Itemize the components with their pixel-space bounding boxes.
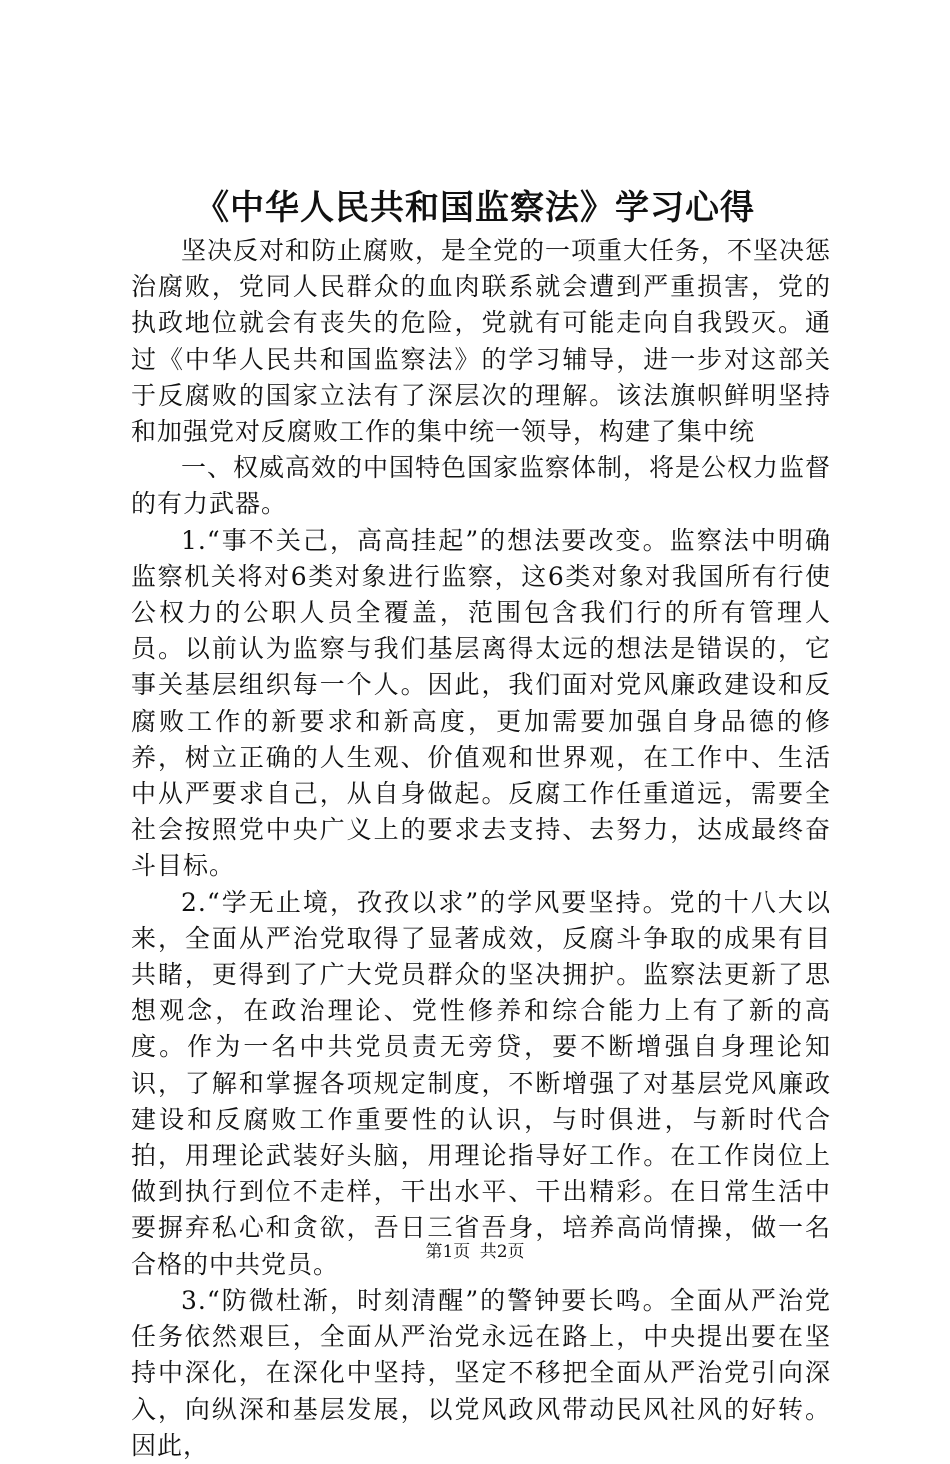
paragraph: 坚决反对和防止腐败，是全党的一项重大任务，不坚决惩治腐败，党同人民群众的血肉联系就会遭到严重损害，党的执政地位就会有丧失的危险，党就有可能走向自我毁灭。通过《中华人民共和国监察法》的学习辅导，进一步对这部关于反腐败的国家立法有了深层次的理解。该法旗帜鲜明坚持和加强党对反腐败工作的集中统一领导，构建了集中统 [131,236,832,447]
paragraph: 2.“学无止境，孜孜以求”的学风要坚持。党的十八大以来，全面从严治党取得了显著成效，反腐斗争取的成果有目共睹，更得到了广大党员群众的坚决拥护。监察法更新了思想观念，在政治理论、党性修养和综合能力上有了新的高度。作为一名中共党员责无旁贷，要不断增强自身理论知识，了解和掌握各项规定制度，不断增强了对基层党风廉政建设和反腐败工作重要性的认识，与时俱进，与新时代合拍，用理论武装好头脑，用理论指导好工作。在工作岗位上做到执行到位不走样，干出水平、干出精彩。在日常生活中要摒弃私心和贪欲，吾日三省吾身，培养高尚情操，做一名合格的中共党员。 [131,887,831,1279]
paragraph: 1.“事不关己，高高挂起”的想法要改变。监察法中明确监察机关将对6类对象进行监察，这6类对象对我国所有行使公权力的公职人员全覆盖，范围包含我们行的所有管理人员。以前认为监察与我们基层离得太远的想法是错误的，它事关基层组织每一个人。因此，我们面对党风廉政建设和反腐败工作的新要求和新高度，更加需要加强自身品德的修养，树立正确的人生观、价值观和世界观，在工作中、生活中从严要求自己，从自身做起。反腐工作任重道远，需要全社会按照党中央广义上的要求去支持、去努力，达成最终奋斗目标。 [131,525,831,881]
paragraph: 3.“防微杜渐，时刻清醒”的警钟要长鸣。全面从严治党任务依然艰巨，全面从严治党永远在路上，中央提出要在坚持中深化，在深化中坚持，坚定不移把全面从严治党引向深入，向纵深和基层发展，以党风政风带动民风社风的好转。因此， [131,1285,831,1460]
page-total: 共2页 [479,1242,525,1262]
paragraph: 一、权威高效的中国特色国家监察体制，将是公权力监督的有力武器。 [131,453,832,519]
document-title: 《中华人民共和国监察法》学习心得 [195,188,755,228]
document-body [131,233,831,1464]
page-footer [0,1240,950,1264]
page-number: 第1页 [425,1242,471,1262]
